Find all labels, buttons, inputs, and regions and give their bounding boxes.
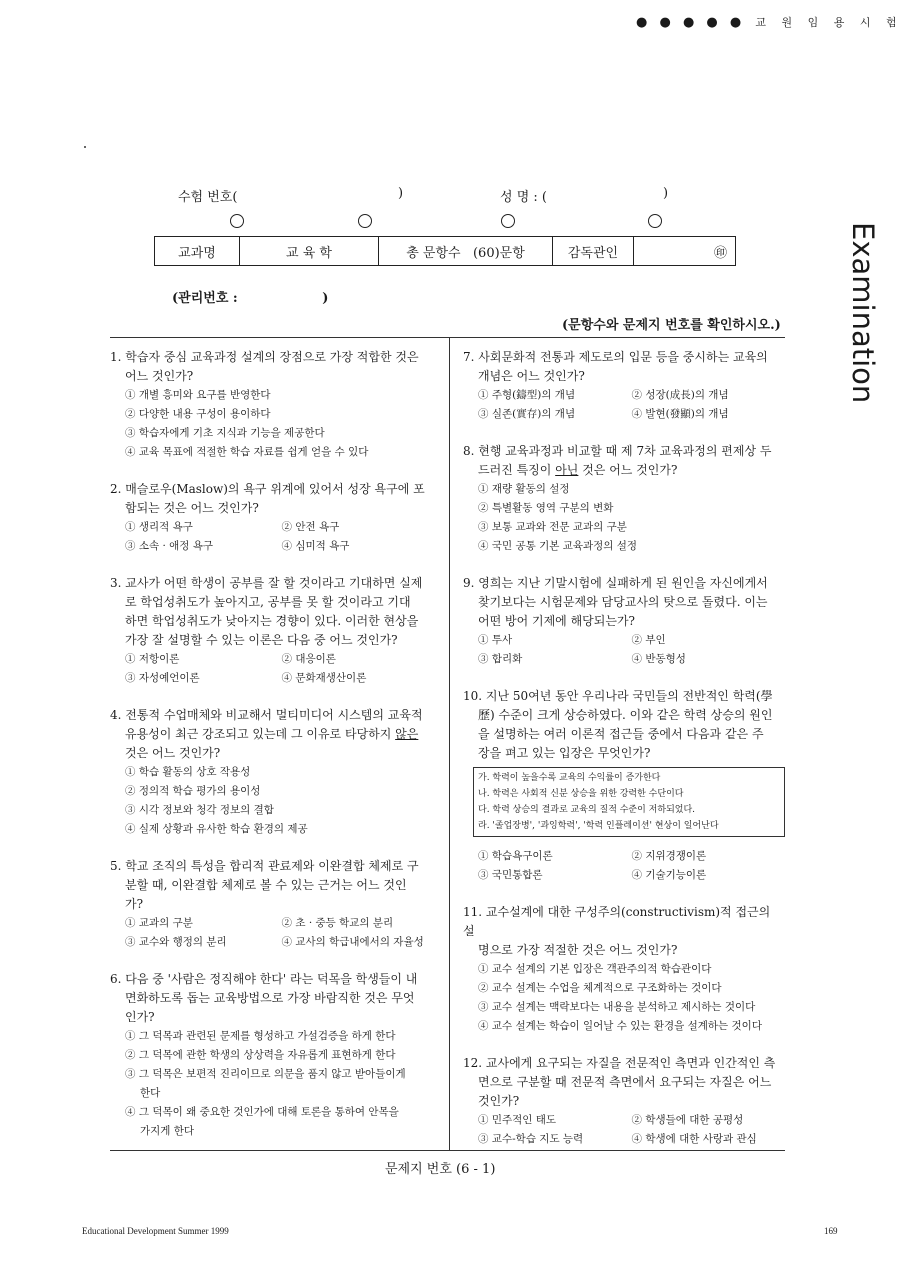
- option-row: [110, 933, 438, 952]
- option: ④ 학생에 대한 사랑과 관심: [631, 1133, 757, 1145]
- option-row: [463, 405, 785, 424]
- stem-line: 함되는 것은 어느 것인가?: [125, 501, 259, 515]
- header-title: 교 원 임 용 시 험: [755, 16, 903, 29]
- exam-number-label: 수험 번호(: [178, 190, 238, 205]
- option-row: [463, 1130, 785, 1149]
- option: ④ 교수 설계는 학습이 일어날 수 있는 환경을 설계하는 것이다: [478, 1020, 762, 1032]
- stray-mark: [84, 146, 86, 148]
- count-value: (60)문항: [472, 245, 525, 261]
- page-number: 169: [824, 1226, 838, 1236]
- option: ① 학습욕구이론: [478, 850, 553, 862]
- stem-line: 9. 영희는 지난 기말시험에 실패하게 된 원인을 자신에게서: [463, 576, 768, 590]
- stem-line: 가?: [125, 897, 144, 911]
- option: ② 교수 설계는 수업을 체계적으로 구조화하는 것이다: [478, 982, 722, 994]
- name-label: 성 명 : (: [500, 190, 547, 205]
- subject-value: 교 육 학: [240, 237, 379, 266]
- journal-name: Educational Development Summer 1999: [82, 1226, 229, 1236]
- top-rule: [110, 337, 785, 338]
- stem-line: [463, 461, 785, 480]
- stem-line: 歷) 수준이 크게 상승하였다. 이와 같은 학력 상승의 원인: [478, 708, 773, 722]
- stem-line: 하면 학업성취도가 낮아지는 경향이 있다. 이러한 현상을: [125, 614, 419, 628]
- stem-line: 어떤 방어 기제에 해당되는가?: [478, 614, 635, 628]
- option: ④ 그 덕목이 왜 중요한 것인가에 대해 토론을 통하여 안목을: [125, 1106, 399, 1118]
- option: ① 민주적인 태도: [478, 1114, 557, 1126]
- option: ③ 보통 교과와 전문 교과의 구분: [478, 521, 627, 533]
- option: ③ 소속 · 애정 욕구: [125, 540, 214, 552]
- stem-line: 인가?: [125, 1010, 155, 1024]
- stem-line: 12. 교사에게 요구되는 자질을 전문적인 측면과 인간적인 측: [463, 1056, 776, 1070]
- stem-text: 유용성이 최근 강조되고 있는데 그 이유로 타당하지: [125, 727, 392, 741]
- stem-line: 분할 때, 이완결합 체제로 볼 수 있는 근거는 어느 것인: [125, 878, 407, 892]
- page-header: [636, 14, 903, 30]
- stem-line: 1. 학습자 중심 교육과정 설계의 장점으로 가장 적합한 것은: [110, 350, 419, 364]
- option: ① 개별 흥미와 요구를 반영한다: [125, 389, 271, 401]
- name-close: ): [663, 186, 669, 201]
- question-9: [463, 574, 785, 669]
- option: ② 학생들에 대한 공평성: [631, 1114, 744, 1126]
- question-12: [463, 1054, 785, 1149]
- question-8: [463, 442, 785, 556]
- management-close: ): [322, 291, 329, 306]
- option: ① 재량 활동의 설정: [478, 483, 570, 495]
- option: ① 교과의 구분: [125, 917, 193, 929]
- option: 가지게 한다: [140, 1125, 195, 1137]
- question-3: [110, 574, 438, 688]
- question-4: [110, 706, 438, 839]
- stem-line: 2. 매슬로우(Maslow)의 욕구 위계에 있어서 성장 욕구에 포: [110, 482, 425, 496]
- supervisor-label: 감독관인: [553, 237, 634, 266]
- count-label: 총 문항수: [406, 245, 461, 261]
- option-row: [110, 650, 438, 669]
- option: ④ 기술기능이론: [631, 869, 707, 881]
- question-stem: [463, 574, 785, 631]
- right-column: [463, 348, 785, 1162]
- punch-circle: [648, 214, 662, 228]
- stem-text: 드러진 특징이: [478, 463, 556, 477]
- question-2: [110, 480, 438, 556]
- stem-line: 찾기보다는 시험문제와 담당교사의 탓으로 돌렸다. 이는: [478, 595, 768, 609]
- question-10: [463, 687, 785, 885]
- exam-number-close: ): [398, 186, 404, 201]
- option: ② 성장(成長)의 개념: [631, 389, 729, 401]
- stem-line: [110, 725, 438, 744]
- option-row: [110, 518, 438, 537]
- option-row: [463, 866, 785, 885]
- statement: 다. 학력 상승의 결과로 교육의 질적 수준이 저하되었다.: [478, 805, 696, 815]
- stem-line: 명으로 가장 적절한 것은 어느 것인가?: [478, 943, 678, 957]
- stem-line: 을 설명하는 여러 이론적 접근들 중에서 다음과 같은 주: [478, 727, 764, 741]
- subject-label: 교과명: [155, 237, 240, 266]
- option: ① 학습 활동의 상호 작용성: [125, 766, 251, 778]
- underlined-word: 않은: [395, 727, 419, 741]
- option: ③ 자성예언이론: [125, 672, 200, 684]
- option: ④ 심미적 욕구: [281, 540, 350, 552]
- side-label: [842, 222, 882, 404]
- check-notice: (문항수와 문제지 번호를 확인하시오.): [562, 318, 781, 333]
- stem-line: 면화하도록 돕는 교육방법으로 가장 바람직한 것은 무엇: [125, 991, 415, 1005]
- option: ② 안전 욕구: [281, 521, 340, 533]
- stem-line: 것은 어느 것인가?: [125, 746, 221, 760]
- stem-line: 가장 잘 설명할 수 있는 이론은 다음 중 어느 것인가?: [125, 633, 398, 647]
- stem-text: 것은 어느 것인가?: [578, 463, 678, 477]
- option-row: [463, 650, 785, 669]
- stem-line: 면으로 구분할 때 전문적 측면에서 요구되는 자질은 어느: [478, 1075, 772, 1089]
- question-stem: [463, 348, 785, 386]
- stem-line: 8. 현행 교육과정과 비교할 때 제 7차 교육과정의 편제상 두: [463, 444, 772, 458]
- statement: 가. 학력이 높을수록 교육의 수익률이 증가한다: [478, 773, 661, 783]
- option: 한다: [140, 1087, 161, 1099]
- option: ③ 시각 정보와 청각 정보의 결합: [125, 804, 274, 816]
- punch-circle: [501, 214, 515, 228]
- option-row: [110, 914, 438, 933]
- option: ① 생리적 욕구: [125, 521, 193, 533]
- option: ③ 그 덕목은 보편적 진리이므로 의문을 품지 않고 받아들이게: [125, 1068, 406, 1080]
- option: ③ 학습자에게 기초 지식과 기능을 제공한다: [125, 427, 325, 439]
- supervisor-seal: ㊞: [634, 237, 736, 266]
- question-11: [463, 903, 785, 1036]
- option: ② 정의적 학습 평가의 용이성: [125, 785, 261, 797]
- question-7: [463, 348, 785, 424]
- question-stem: [110, 480, 438, 518]
- statement: 라. '졸업장병', '과잉학력', '학력 인플레이션' 현상이 일어난다: [478, 821, 719, 831]
- option-row: [463, 1111, 785, 1130]
- question-stem: [110, 574, 438, 650]
- sheet-number: 문제지 번호 (6 - 1): [385, 1162, 496, 1177]
- left-column: [110, 348, 438, 1154]
- option: ④ 반동형성: [631, 653, 686, 665]
- question-stem: [463, 1054, 785, 1111]
- option: ④ 실제 상황과 유사한 학습 환경의 제공: [125, 823, 308, 835]
- option: ④ 교사의 학급내에서의 자율성: [281, 936, 424, 948]
- statement: 나. 학력은 사회적 신분 상승을 위한 강력한 수단이다: [478, 789, 684, 799]
- stem-line: 6. 다음 중 '사람은 정직해야 한다' 라는 덕목을 학생들이 내: [110, 972, 418, 986]
- option: ③ 교수-학습 지도 능력: [478, 1133, 584, 1145]
- option: ① 주형(鑄型)의 개념: [478, 389, 576, 401]
- side-label-text: Examination: [846, 222, 880, 404]
- option: ① 저항이론: [125, 653, 180, 665]
- option: ③ 교수 설계는 맥락보다는 내용을 분석하고 제시하는 것이다: [478, 1001, 756, 1013]
- question-6: [110, 970, 438, 1141]
- question-stem: [110, 857, 438, 914]
- stem-line: 어느 것인가?: [125, 369, 194, 383]
- header-dots: ● ● ● ● ●: [636, 15, 746, 30]
- stem-line: 것인가?: [478, 1094, 520, 1108]
- column-divider: [449, 338, 450, 1150]
- stem-line: 장을 펴고 있는 입장은 무엇인가?: [478, 746, 651, 760]
- question-stem: [463, 687, 785, 763]
- question-stem: [110, 970, 438, 1027]
- option-row: [463, 386, 785, 405]
- stem-line: 11. 교수설계에 대한 구성주의(constructivism)적 접근의 설: [463, 905, 771, 938]
- option: ③ 실존(實存)의 개념: [478, 408, 576, 420]
- management-number: [172, 287, 328, 306]
- option-row: [110, 669, 438, 688]
- option-row: [463, 631, 785, 650]
- option: ② 부인: [631, 634, 666, 646]
- question-stem: [463, 903, 785, 960]
- option: ④ 문화재생산이론: [281, 672, 367, 684]
- question-stem: [110, 348, 438, 386]
- underlined-word: 아닌: [555, 463, 579, 477]
- stem-line: 4. 전통적 수업매체와 비교해서 멀티미디어 시스템의 교육적: [110, 708, 423, 722]
- management-label: (관리번호 :: [172, 291, 238, 306]
- stem-line: 로 학업성취도가 높아지고, 공부를 못 할 것이라고 기대: [125, 595, 411, 609]
- option-row: [463, 847, 785, 866]
- option: ④ 교육 목표에 적절한 학습 자료를 쉽게 얻을 수 있다: [125, 446, 369, 458]
- option-row: [110, 537, 438, 556]
- stem-line: 10. 지난 50여년 동안 우리나라 국민들의 전반적인 학력(學: [463, 689, 773, 703]
- question-stem: [110, 706, 438, 763]
- option: ③ 국민통합론: [478, 869, 543, 881]
- statement-box: [473, 767, 785, 837]
- option: ① 그 덕목과 관련된 문제를 형성하고 가설검증을 하게 한다: [125, 1030, 396, 1042]
- option: ② 다양한 내용 구성이 용이하다: [125, 408, 271, 420]
- option: ① 투사: [478, 634, 513, 646]
- question-5: [110, 857, 438, 952]
- question-count: [379, 237, 553, 266]
- stem-line: 5. 학교 조직의 특성을 합리적 관료제와 이완결합 체제로 구: [110, 859, 419, 873]
- option: ② 대응이론: [281, 653, 336, 665]
- option: ② 그 덕목에 관한 학생의 상상력을 자유롭게 표현하게 한다: [125, 1049, 396, 1061]
- option: ② 지위경쟁이론: [631, 850, 707, 862]
- option: ③ 합리화: [478, 653, 523, 665]
- option: ④ 국민 공통 기본 교육과정의 설정: [478, 540, 638, 552]
- subject-table: [154, 236, 736, 266]
- question-stem: [463, 442, 785, 480]
- option: ② 초 · 중등 학교의 분리: [281, 917, 394, 929]
- option: ① 교수 설계의 기본 입장은 객관주의적 학습관이다: [478, 963, 712, 975]
- stem-line: 개념은 어느 것인가?: [478, 369, 585, 383]
- stem-line: 7. 사회문화적 전통과 제도로의 입문 등을 중시하는 교육의: [463, 350, 768, 364]
- option: ③ 교수와 행정의 분리: [125, 936, 227, 948]
- question-1: [110, 348, 438, 462]
- option: ④ 발현(發顯)의 개념: [631, 408, 729, 420]
- punch-circle: [230, 214, 244, 228]
- punch-circle: [358, 214, 372, 228]
- option: ② 특별활동 영역 구분의 변화: [478, 502, 614, 514]
- stem-line: 3. 교사가 어떤 학생이 공부를 잘 할 것이라고 기대하면 실제: [110, 576, 423, 590]
